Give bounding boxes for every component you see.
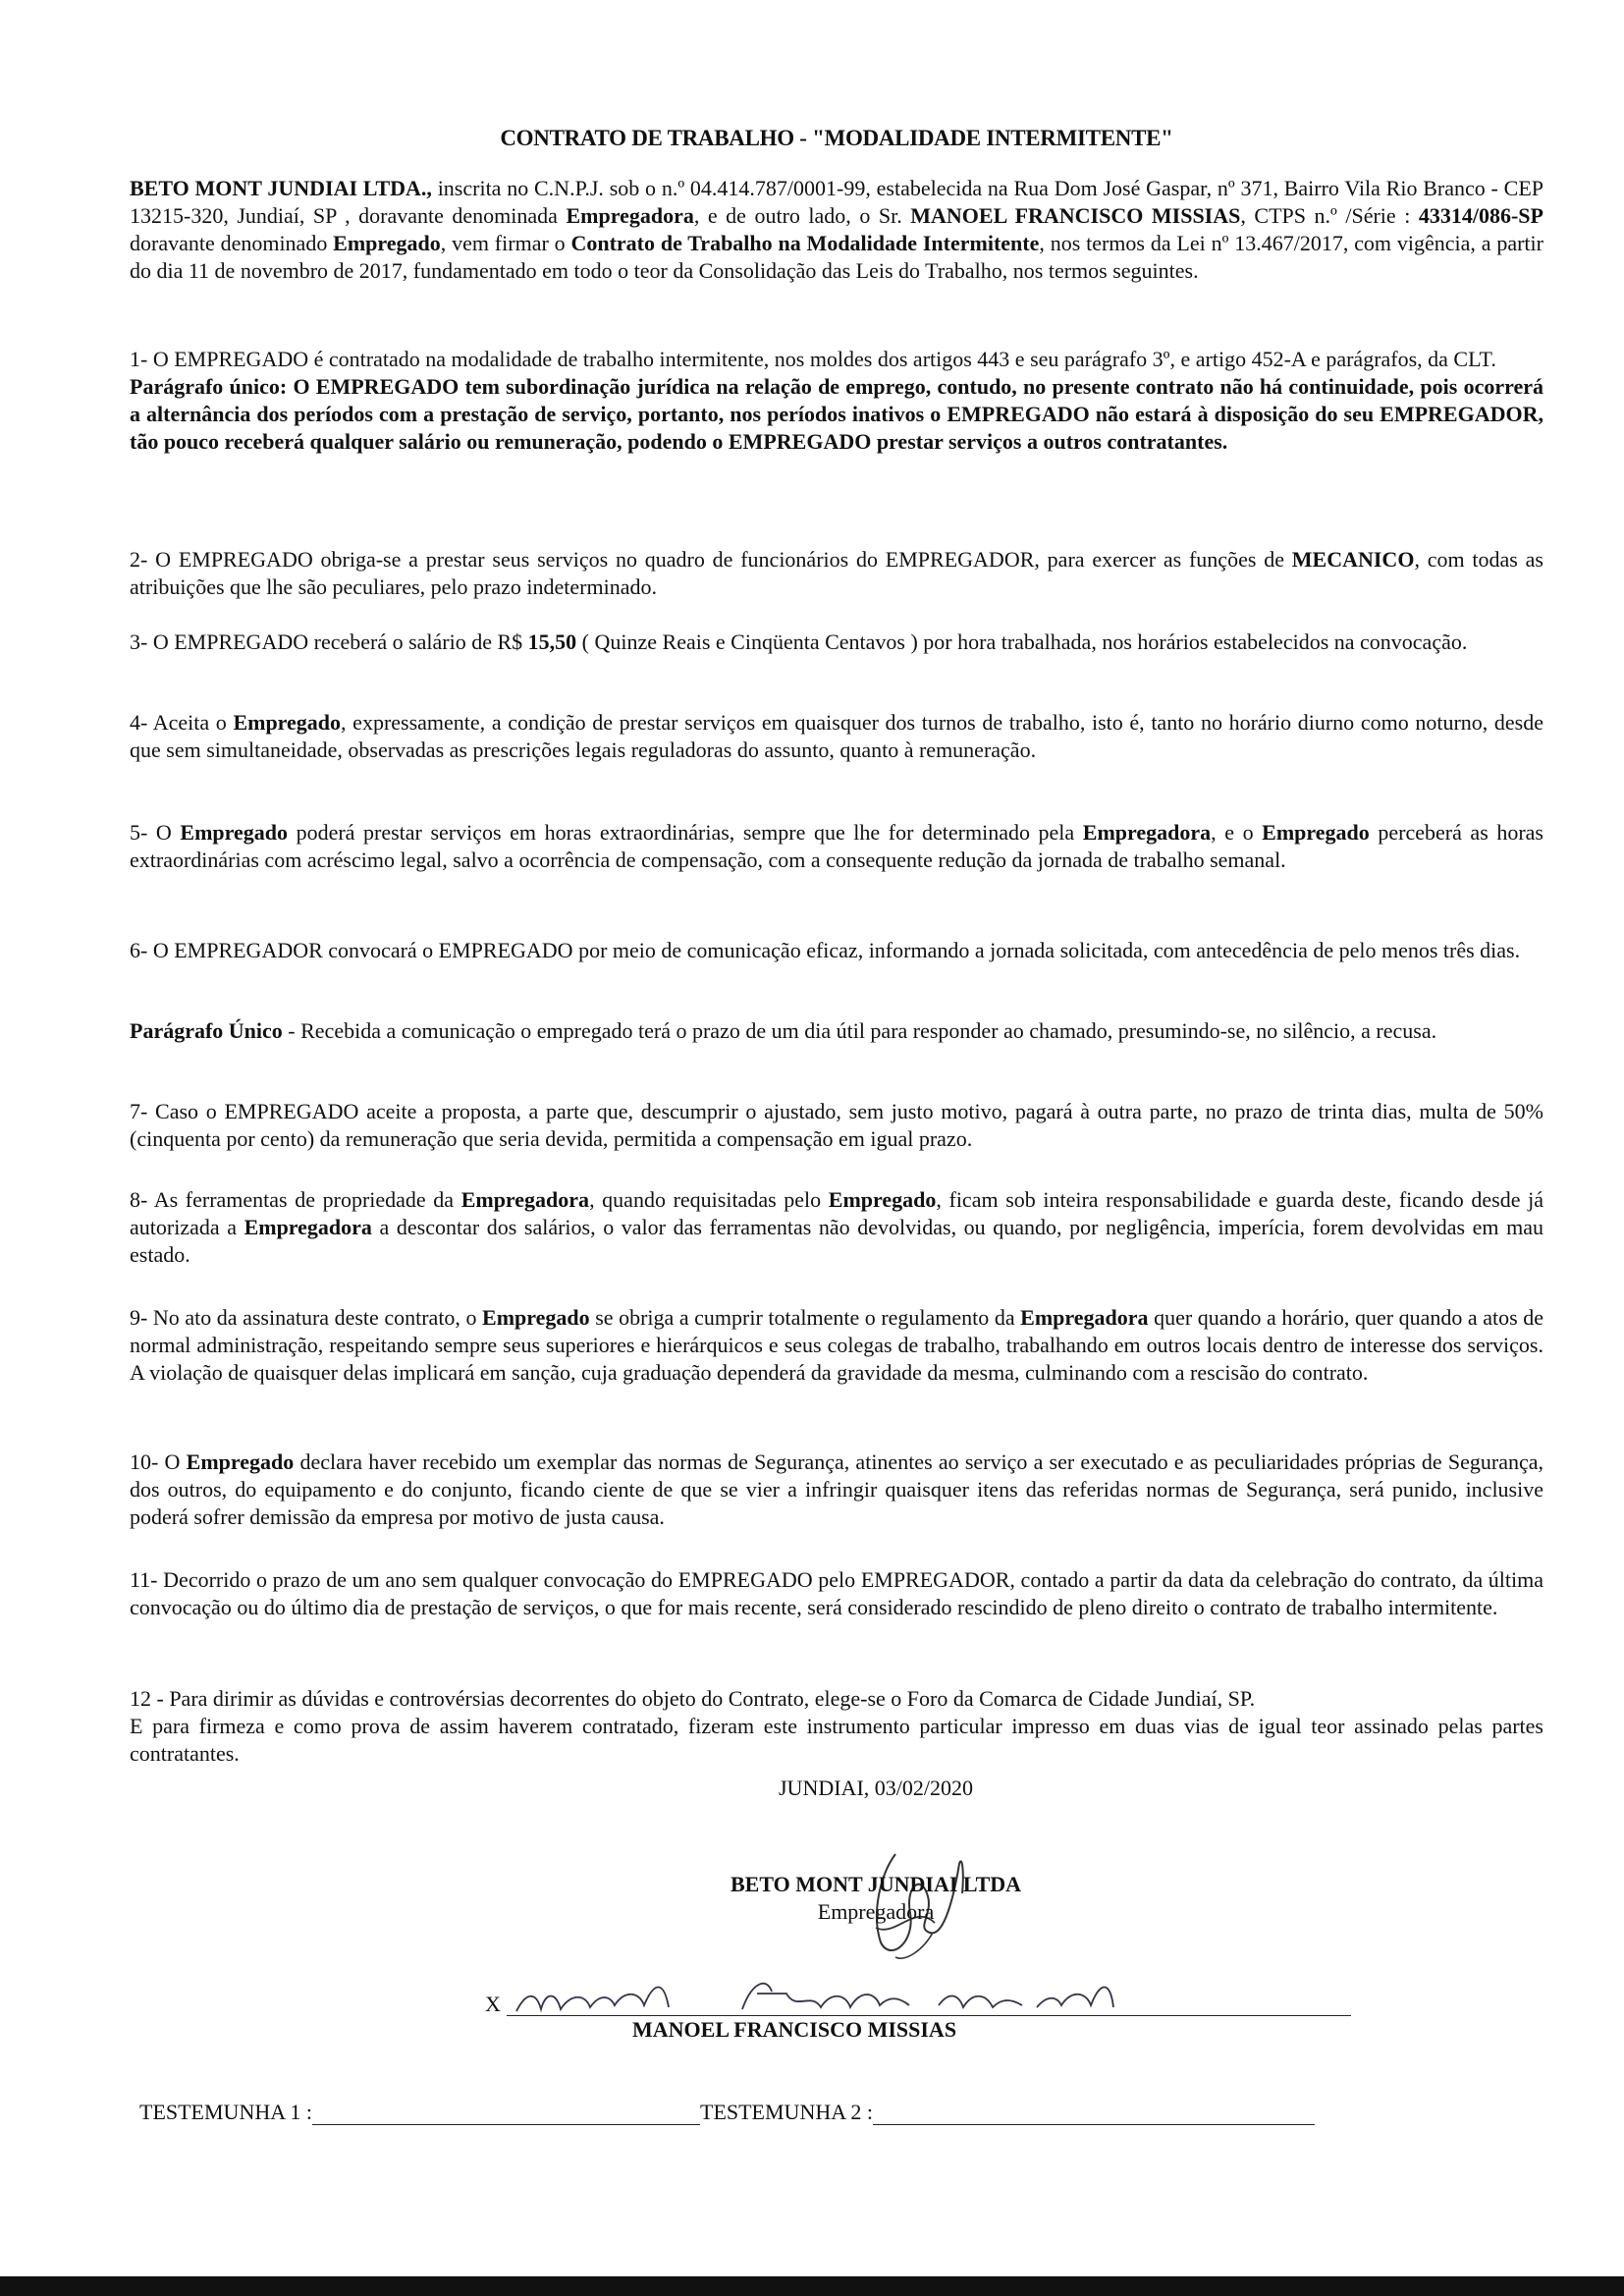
clause-10-text-2: declara haver recebido um exemplar das normas de Segurança, atinentes ao serviço a ser executado e as peculiaridades próprias de Segurança, dos outros, do equipamento e do conjunto, ficando ciente de que se vier a infringir quaisquer itens das referidas normas de Segurança, será punido, inclusive poderá sofrer demissão da empresa por motivo de justa causa. [130,1449,1543,1529]
clause-9-text-2: se obriga a cumprir totalmente o regulamento da [589,1305,1021,1330]
employee-signature-name: MANOEL FRANCISCO MISSIAS [632,2017,957,2042]
intro-paragraph [130,175,1543,285]
clause-8 [130,1186,1543,1269]
clause-10 [130,1449,1543,1531]
clause-8-text-3: , ficam sob inteira responsabilidade e guarda deste, ficando desde já autorizada a [130,1187,1543,1239]
clause-9-empregadora: Empregadora [1020,1305,1149,1330]
clause-4-text-1: 4- Aceita o [130,710,234,735]
clause-12-text: 12 - Para dirimir as dúvidas e controvérsias decorrentes do objeto do Contrato, elege-se o Foro da Comarca de Cidade Jundiaí, SP. [130,1686,1256,1711]
clause-12 [130,1685,1543,1768]
clause-10-text-1: 10- O [130,1449,187,1474]
salary-amount: 15,50 [527,629,577,654]
clause-4-empregado: Empregado [233,710,342,735]
clause-9-text-1: 9- No ato da assinatura deste contrato, o [130,1305,483,1330]
contract-type: Contrato de Trabalho na Modalidade Intermitente [570,231,1040,255]
intro-text-2: , e de outro lado, o Sr. [693,203,911,228]
witness-2-line[interactable] [873,2103,1315,2125]
clause-6 [130,937,1543,964]
clause-1-text: 1- O EMPREGADO é contratado na modalidade de trabalho intermitente, nos moldes dos artigos 443 e seu parágrafo 3º, e artigo 452-A e parágrafos, da CLT. [130,347,1496,371]
ctps-number: 43314/086-SP [1418,203,1543,228]
clause-8-empregado: Empregado [828,1187,937,1212]
company-name: BETO MONT JUNDIAI LTDA., [130,176,432,200]
clause-5-text-2: poderá prestar serviços em horas extraordinárias, sempre que lhe for determinado pela [288,820,1083,845]
intro-text-3: , CTPS n.º /Série : [1240,203,1419,228]
clause-4-text-2: , expressamente, a condição de prestar serviços em quaisquer dos turnos de trabalho, isto é, tanto no horário diurno como noturno, desde que sem simultaneidade, observadas as prescrições legais reguladoras do assunto, quanto à remuneração. [130,710,1543,762]
clause-9-empregado: Empregado [482,1305,590,1330]
document-title: CONTRATO DE TRABALHO - "MODALIDADE INTERMITENTE" [500,126,1173,150]
intro-empregado: Empregado [333,231,441,255]
clause-11 [130,1566,1543,1621]
company-signature-block [670,1834,1082,1972]
closing-statement: E para firmeza e como prova de assim haverem contratado, fizeram este instrumento particular impresso em duas vias de igual teor assinado pelas partes contratantes. [130,1714,1543,1766]
witness-2-label: TESTEMUNHA 2 : [700,2100,873,2124]
intro-text-4: doravante denominado [130,231,334,255]
clause-11-text: 11- Decorrido o prazo de um ano sem qualquer convocação do EMPREGADO pelo EMPREGADOR, contado a partir da data da celebração do contrato, da última convocação ou do último dia de prestação de serviços, o que for mais recente, será considerado rescindido de pleno direito o contrato de trabalho intermitente. [130,1567,1543,1619]
witness-1-line[interactable] [312,2103,700,2125]
clause-1 [130,346,1543,456]
clause-1-paragrafo: Parágrafo único: O EMPREGADO tem subordinação jurídica na relação de emprego, contudo, no presente contrato não há continuidade, pois ocorrerá a alternância dos períodos com a prestação de serviço, portanto, nos períodos inativos o EMPREGADO não estará à disposição do seu EMPREGADOR, tão pouco receberá qualquer salário ou remuneração, podendo o EMPREGADO prestar serviços a outros contratantes. [130,374,1543,454]
witness-row [139,2100,1416,2139]
clause-8-text-2: , quando requisitadas pelo [589,1187,829,1212]
scan-border-bottom [0,2276,1624,2296]
clause-3-text-2: ( Quinze Reais e Cinqüenta Centavos ) por hora trabalhada, nos horários estabelecidos na convocação. [576,629,1468,654]
employee-signature-scribble [507,1972,1371,2021]
clause-6-paragrafo [130,1017,1543,1045]
clause-3-text-1: 3- O EMPREGADO receberá o salário de R$ [130,629,528,654]
clause-5-empregado-2: Empregado [1262,820,1370,845]
job-role: MECANICO [1291,547,1415,572]
clause-6-paragrafo-label: Parágrafo Único [130,1018,283,1043]
employee-name: MANOEL FRANCISCO MISSIAS [910,203,1241,228]
clause-2 [130,546,1543,601]
clause-9-text-3: quer quando a horário, quer quando a atos de normal administração, respeitando sempre seus superiores e hierárquicos e seus colegas de trabalho, trabalhando em outros locais dentro de interesse dos serviços. A violação de quaisquer delas implicará em sanção, cuja graduação dependerá da gravidade da mesma, culminando com a rescisão do contrato. [130,1305,1543,1385]
intro-text-6: , nos termos da Lei nº 13.467/2017, com vigência, a partir do dia 11 de novembro de 2017, fundamentado em todo o teor da Consolidação das Leis do Trabalho, nos termos seguintes. [130,231,1543,283]
intro-text-5: , vem firmar o [440,231,571,255]
clause-5-empregado: Empregado [180,820,288,845]
clause-5 [130,819,1543,874]
intro-text-1: inscrita no C.N.P.J. sob o n.º 04.414.787/0001-99, estabelecida na Rua Dom José Gaspar, nº 371, Bairro Vila Rio Branco - CEP 13215-320, Jundiaí, SP , doravante denominada [130,176,1543,228]
clause-5-text-1: 5- O [130,820,181,845]
clause-7 [130,1098,1543,1153]
company-signature-role: Empregadora [817,1899,935,1924]
employee-mark: X [485,1992,501,2016]
clause-5-text-4: perceberá as horas extraordinárias com acréscimo legal, salvo a ocorrência de compensação, com a consequente redução da jornada de trabalho semanal. [130,820,1543,872]
clause-8-empregadora: Empregadora [460,1187,590,1212]
clause-7-text: 7- Caso o EMPREGADO aceite a proposta, a parte que, descumprir o ajustado, sem justo motivo, pagará à outra parte, no prazo de trinta dias, multa de 50% (cinquenta por cento) da remuneração que seria devida, permitida a compensação em igual prazo. [130,1099,1543,1151]
employee-signature-line [507,2015,1351,2016]
witness-1-label: TESTEMUNHA 1 : [139,2100,312,2124]
clause-6-text: 6- O EMPREGADOR convocará o EMPREGADO por meio de comunicação eficaz, informando a jornada solicitada, com antecedência de pelo menos três dias. [130,938,1521,962]
intro-empregadora: Empregadora [566,203,694,228]
clause-2-text-1: 2- O EMPREGADO obriga-se a prestar seus serviços no quadro de funcionários do EMPREGADOR, para exercer as funções de [130,547,1292,572]
clause-3 [130,629,1543,656]
clause-2-text-2: , com todas as atribuições que lhe são peculiares, pelo prazo indeterminado. [130,547,1543,599]
clause-5-empregadora: Empregadora [1082,820,1212,845]
clause-4 [130,709,1543,764]
employee-signature-block [485,1972,1349,2050]
clause-9 [130,1304,1543,1387]
clause-8-text-4: a descontar dos salários, o valor das ferramentas não devolvidas, ou quando, por negligência, imperícia, forem devolvidas em mau estado. [130,1215,1544,1267]
date-line: JUNDIAI, 03/02/2020 [779,1776,973,1800]
clause-6-paragrafo-text: - Recebida a comunicação o empregado terá o prazo de um dia útil para responder ao chamado, presumindo-se, no silêncio, a recusa. [282,1018,1437,1043]
clause-5-text-3: , e o [1211,820,1263,845]
clause-8-text-1: 8- As ferramentas de propriedade da [130,1187,461,1212]
company-signature-name: BETO MONT JUNDIAI LTDA [730,1872,1022,1896]
clause-10-empregado: Empregado [186,1449,295,1474]
clause-8-empregadora-2: Empregadora [244,1215,372,1239]
